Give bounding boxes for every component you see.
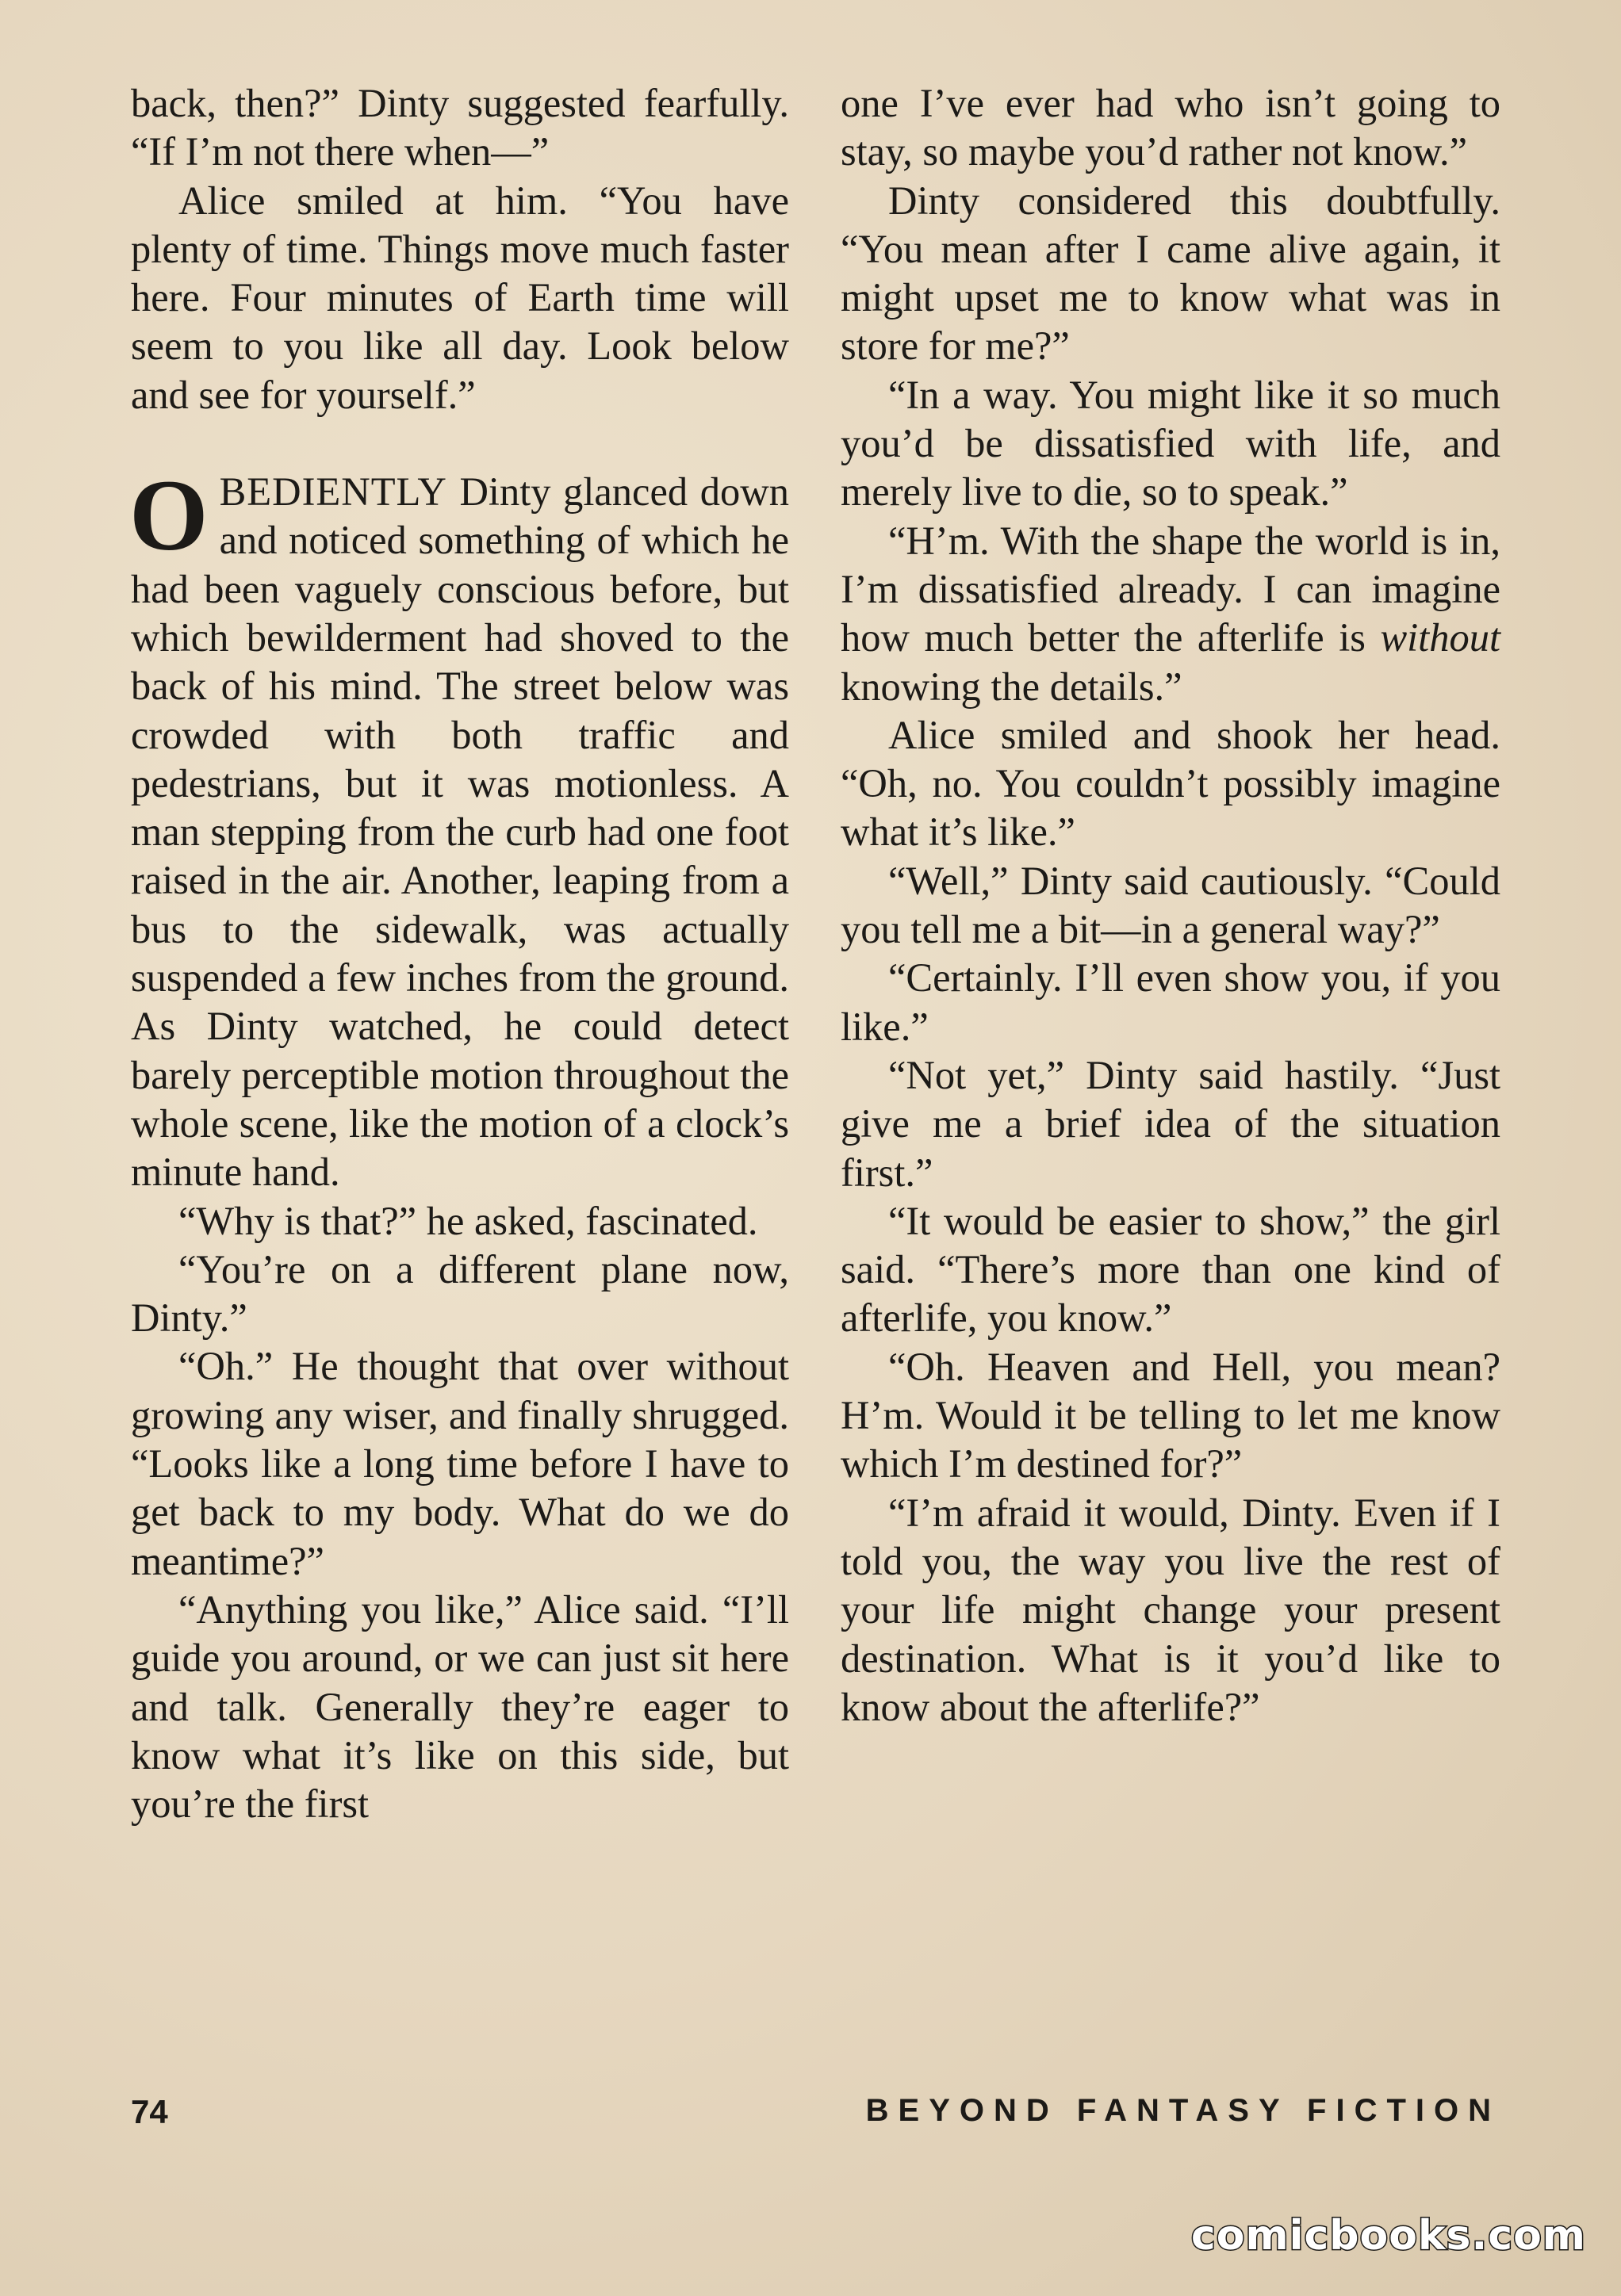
- watermark: comicbooks.com: [1190, 2212, 1586, 2260]
- paragraph: “You’re on a different plane now, Dinty.”: [131, 1246, 789, 1341]
- drop-cap: O: [129, 459, 209, 572]
- paragraph: Dinty considered this doubtfully. “You mean after I came alive again, it might upset me to know what was in store for me?”: [841, 178, 1500, 369]
- paragraph-text: “H’m. With the shape the world is in, I’m dissatisfied already. I can imagine how much better the afterlife is: [841, 518, 1500, 660]
- section-opening-paragraph: [129, 459, 789, 1196]
- left-text-column: [131, 79, 789, 1828]
- italic-word: without: [1380, 615, 1500, 660]
- paragraph: Alice smiled and shook her head. “Oh, no. You couldn’t possibly imagine what it’s like.”: [841, 712, 1500, 855]
- paragraph: back, then?” Dinty suggested fearfully. “If I’m not there when—”: [131, 81, 789, 174]
- small-caps-lead: BEDIENTLY: [219, 469, 447, 515]
- paragraph: “Oh. Heaven and Hell, you mean? H’m. Would it be telling to let me know which I’m destined for?”: [841, 1344, 1500, 1487]
- running-head: BEYOND FANTASY FICTION: [865, 2093, 1500, 2128]
- paragraph: “Anything you like,” Alice said. “I’ll guide you around, or we can just sit here and talk. Generally they’re eager to know what it’s like on this side, but you’re the first: [131, 1586, 789, 1827]
- paragraph: “Certainly. I’ll even show you, if you like.”: [841, 955, 1500, 1049]
- paragraph: “Oh.” He thought that over without growing any wiser, and finally shrugged. “Looks like a long time before I have to get back to my body. What do we do meantime?”: [131, 1344, 789, 1583]
- paragraph: Alice smiled at him. “You have plenty of time. Things move much faster here. Four minutes of Earth time will seem to you like all day. Look below and see for yourself.”: [131, 178, 789, 417]
- paragraph: “Not yet,” Dinty said hastily. “Just give me a brief idea of the situation first.”: [841, 1052, 1500, 1195]
- paragraph: “It would be easier to show,” the girl said. “There’s more than one kind of afterlife, you know.”: [841, 1198, 1500, 1341]
- paragraph: “In a way. You might like it so much you’d be dissatisfied with life, and merely live to die, so to speak.”: [841, 372, 1500, 515]
- paragraph: [841, 517, 1500, 711]
- paragraph: “Why is that?” he asked, fascinated.: [178, 1198, 758, 1243]
- paragraph-text: knowing the details.”: [841, 664, 1182, 709]
- paragraph-text: Dinty glanced down and noticed something of which he had been vaguely conscious before, but which bewilderment had shoved to the back of his mind. The street below was crowded with both traffic and pedestrians, but it was motionless. A man stepping from the curb had one foot raised in the air. Another, leaping from a bus to the sidewalk, was actually suspended a few inches from the ground. As Dinty watched, he could detect barely perceptible motion throughout the whole scene, like the motion of a clock’s minute hand.: [131, 469, 789, 1195]
- page-number: 74: [131, 2093, 168, 2130]
- paragraph: “Well,” Dinty said cautiously. “Could you tell me a bit—in a general way?”: [841, 858, 1500, 952]
- page-footer: [131, 2093, 1500, 2141]
- paragraph: “I’m afraid it would, Dinty. Even if I told you, the way you live the rest of your life might change your present destination. What is it you’d like to know about the afterlife?”: [841, 1490, 1500, 1729]
- paragraph: one I’ve ever had who isn’t going to stay, so maybe you’d rather not know.”: [841, 81, 1500, 174]
- right-text-column: [841, 79, 1500, 1732]
